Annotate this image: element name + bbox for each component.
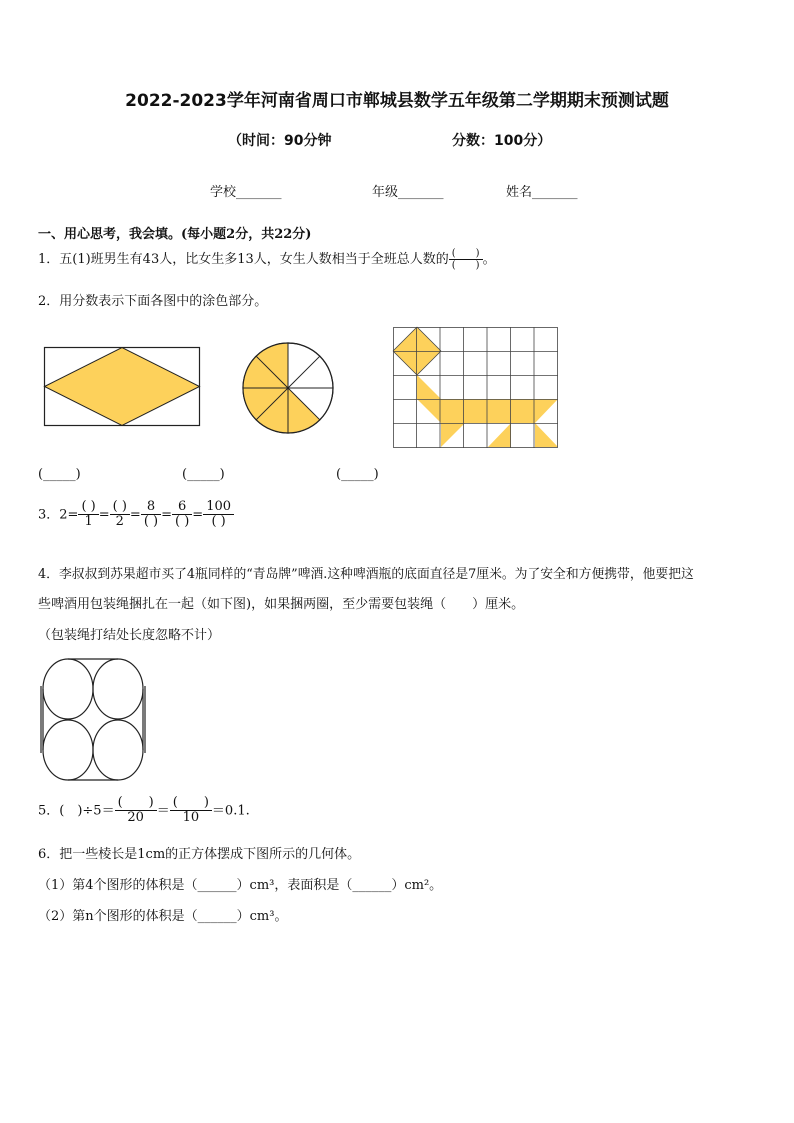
q3-fraction-4 bbox=[172, 500, 192, 530]
section-heading: 一、用心思考，我会填。(每小题2分，共22分) bbox=[38, 227, 312, 242]
q2-blank-1: (_____) bbox=[38, 467, 81, 482]
exam-time: （时间：90分钟 bbox=[228, 133, 332, 149]
q3-prefix: 3．2= bbox=[38, 507, 79, 523]
q3-f3-den: ( ) bbox=[143, 514, 159, 530]
grid-figure bbox=[393, 327, 559, 449]
q5-f2-den: 10 bbox=[182, 810, 200, 826]
q5-f2-num: ( ) bbox=[170, 796, 212, 811]
q3-f5-num: 100 bbox=[203, 500, 234, 515]
name-field: 姓名_______ bbox=[506, 185, 578, 200]
q3-f1-den: 1 bbox=[84, 514, 93, 530]
question-1 bbox=[38, 248, 496, 271]
equals-sign: = bbox=[129, 507, 141, 523]
circle-figure bbox=[241, 341, 335, 435]
q1-fraction bbox=[449, 248, 483, 271]
question-5 bbox=[38, 796, 250, 826]
q5-fraction-1 bbox=[115, 796, 157, 826]
q1-end: 。 bbox=[482, 252, 496, 267]
q3-f5-den: ( ) bbox=[211, 514, 226, 530]
question-4-line-1: 4．李叔叔到苏果超市买了4瓶同样的“青岛牌”啤酒.这种啤酒瓶的底面直径是7厘米。为了安全和方便携带，他要把这 bbox=[38, 567, 694, 582]
q3-f1-num: ( ) bbox=[78, 500, 98, 515]
equals-sign: = bbox=[98, 507, 110, 523]
question-6: 6．把一些棱长是1cm的正方体摆成下图所示的几何体。 bbox=[38, 847, 361, 862]
rhombus-figure bbox=[44, 347, 200, 427]
q1-text: 1．五(1)班男生有43人，比女生多13人，女生人数相当于全班总人数的 bbox=[38, 252, 449, 267]
equals-sign: = bbox=[192, 507, 204, 523]
question-4-note: （包装绳打结处长度忽略不计） bbox=[38, 628, 221, 643]
question-3 bbox=[38, 500, 234, 530]
page-title: 2022-2023学年河南省周口市郸城县数学五年级第二学期期末预测试题 bbox=[125, 91, 669, 111]
q3-fraction-1 bbox=[78, 500, 98, 530]
q3-fraction-2 bbox=[110, 500, 130, 530]
equals-sign: = bbox=[161, 507, 172, 523]
q5-fraction-2 bbox=[170, 796, 212, 826]
q3-f2-den: 2 bbox=[115, 514, 124, 530]
q5-prefix: 5．( )÷5＝ bbox=[38, 803, 115, 819]
q3-f3-num: 8 bbox=[141, 500, 161, 515]
q3-f2-num: ( ) bbox=[110, 500, 130, 515]
q3-f4-den: ( ) bbox=[175, 514, 190, 530]
q2-blank-2: (_____) bbox=[182, 467, 225, 482]
q5-f1-num: ( ) bbox=[115, 796, 157, 811]
q5-f1-den: 20 bbox=[127, 810, 144, 826]
q1-denominator: ( ) bbox=[451, 260, 480, 271]
equals-sign: ＝ bbox=[156, 803, 170, 819]
school-field: 学校_______ bbox=[210, 185, 282, 200]
grade-field: 年级_______ bbox=[372, 185, 444, 200]
q3-fraction-3 bbox=[141, 500, 161, 530]
question-4-line-2: 些啤酒用包装绳捆扎在一起（如下图)，如果捆两圈，至少需要包装绳（ ）厘米。 bbox=[38, 597, 525, 612]
bottles-figure bbox=[40, 658, 152, 782]
question-6-part-1: （1）第4个图形的体积是（______）cm³，表面积是（______）cm²。 bbox=[38, 878, 443, 893]
q1-numerator: ( ) bbox=[449, 248, 483, 260]
q3-f4-num: 6 bbox=[172, 500, 192, 515]
question-6-part-2: （2）第n个图形的体积是（______）cm³。 bbox=[38, 909, 288, 924]
question-2: 2．用分数表示下面各图中的涂色部分。 bbox=[38, 294, 268, 309]
q5-end: ＝0.1. bbox=[211, 803, 250, 819]
q2-blank-3: (_____) bbox=[336, 467, 379, 482]
exam-score: 分数：100分） bbox=[452, 133, 552, 149]
q3-fraction-5 bbox=[203, 500, 234, 530]
